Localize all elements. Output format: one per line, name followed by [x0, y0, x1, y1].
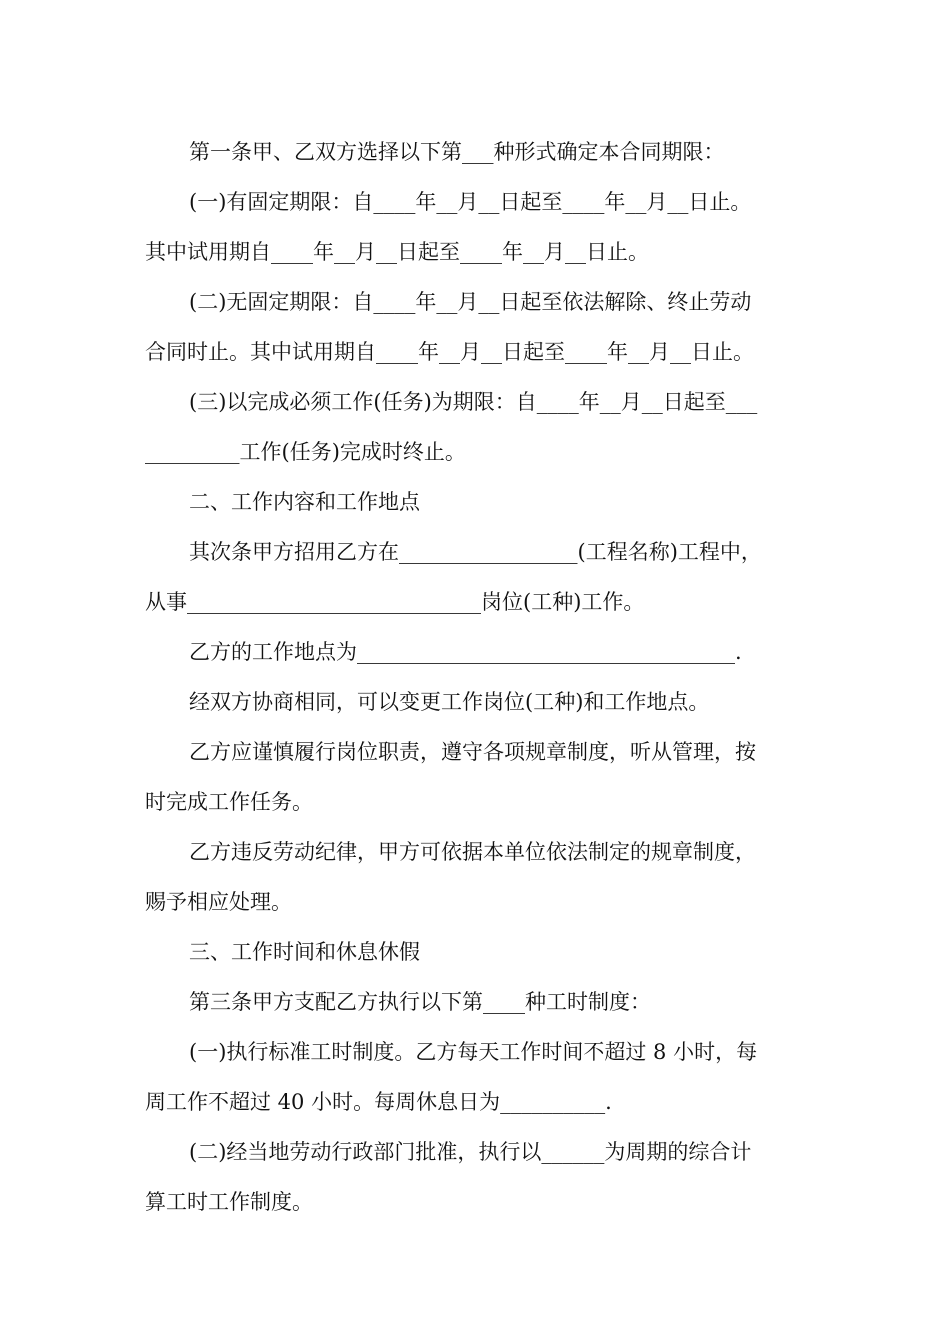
clause-1-option-2: (二)无固定期限：自____年__月__日起至依法解除、终止劳动	[189, 290, 752, 314]
section-3-heading: 三、工作时间和休息休假	[189, 940, 420, 964]
duty-paragraph: 乙方应谨慎履行岗位职责，遵守各项规章制度，听从管理，按	[189, 740, 756, 764]
discipline-paragraph-cont: 赐予相应处理。	[145, 890, 292, 914]
section-2-heading: 二、工作内容和工作地点	[189, 490, 420, 514]
clause-3-intro: 第三条甲方支配乙方执行以下第____种工时制度：	[189, 990, 651, 1014]
clause-2-intro-cont: 从事____________________________岗位(工种)工作。	[145, 590, 645, 614]
work-location: 乙方的工作地点为____________________________________.	[189, 640, 742, 664]
clause-1-option-3-cont: _________工作(任务)完成时终止。	[145, 440, 466, 464]
clause-1-option-1-cont: 其中试用期自____年__月__日起至____年__月__日止。	[145, 240, 649, 264]
clause-1-option-1: (一)有固定期限：自____年__月__日起至____年__月__日止。	[189, 190, 752, 214]
clause-3-option-2: (二)经当地劳动行政部门批准，执行以______为周期的综合计	[189, 1140, 752, 1164]
clause-1-option-3: (三)以完成必须工作(任务)为期限：自____年__月__日起至___	[189, 390, 758, 414]
clause-1-option-2-cont: 合同时止。其中试用期自____年__月__日起至____年__月__日止。	[145, 340, 754, 364]
clause-2-intro: 其次条甲方招用乙方在_________________(工程名称)工程中，	[189, 540, 762, 564]
change-agreement: 经双方协商相同，可以变更工作岗位(工种)和工作地点。	[189, 690, 710, 714]
clause-3-option-2-cont: 算工时工作制度。	[145, 1190, 313, 1214]
clause-1-intro: 第一条甲、乙双方选择以下第___种形式确定本合同期限：	[189, 140, 725, 164]
clause-3-option-1: (一)执行标准工时制度。乙方每天工作时间不超过 8 小时，每	[189, 1040, 758, 1064]
discipline-paragraph: 乙方违反劳动纪律，甲方可依据本单位依法制定的规章制度，	[189, 840, 756, 864]
clause-3-option-1-cont: 周工作不超过 40 小时。每周休息日为__________.	[145, 1090, 612, 1114]
duty-paragraph-cont: 时完成工作任务。	[145, 790, 313, 814]
contract-text	[145, 127, 810, 1227]
